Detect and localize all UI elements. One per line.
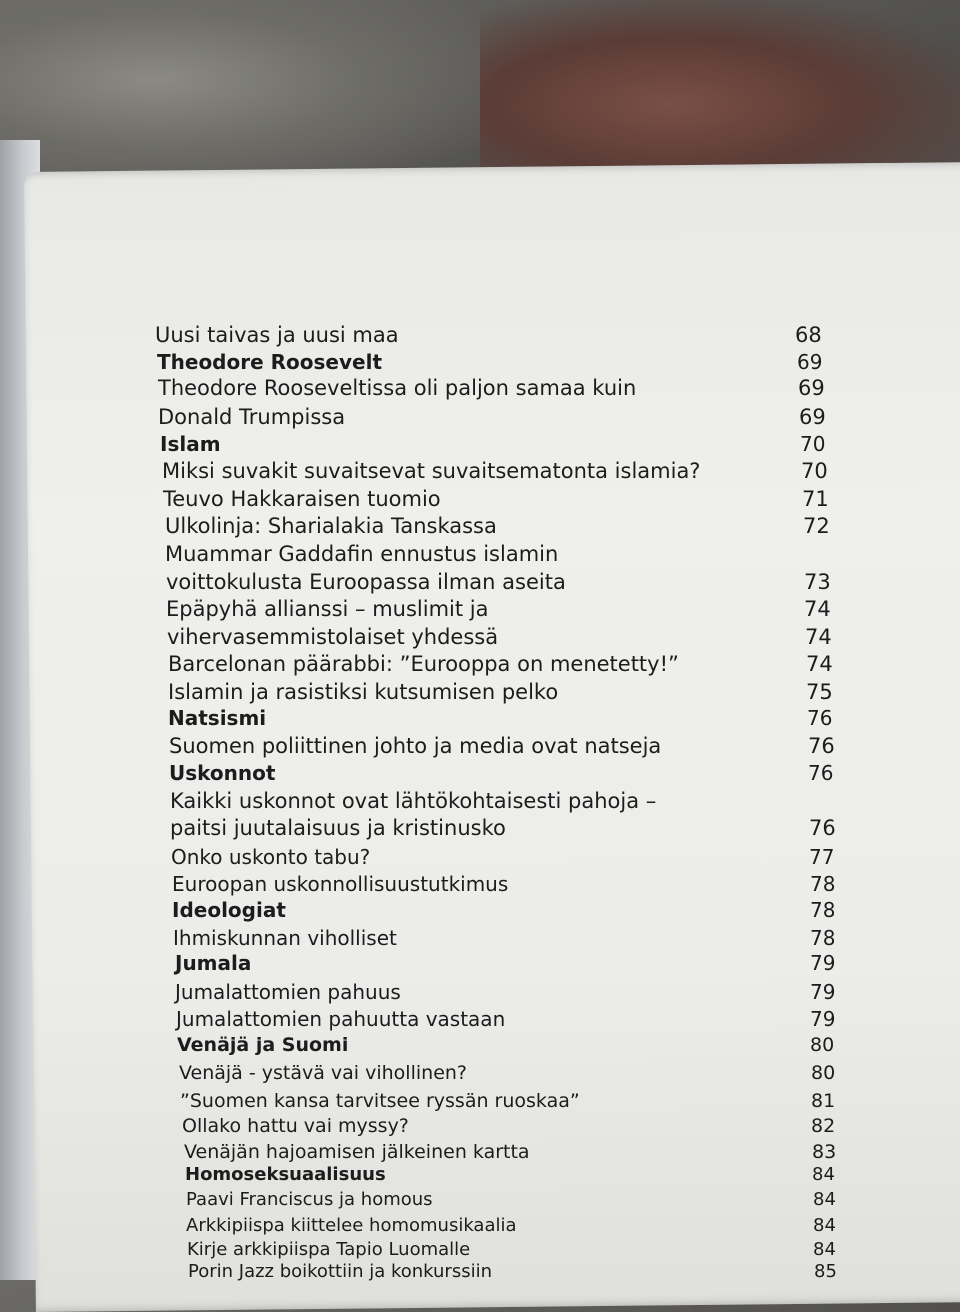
toc-entry-title: Uskonnot <box>169 761 276 785</box>
toc-page-number: 78 <box>810 898 836 922</box>
toc-page-number: 76 <box>808 761 834 785</box>
toc-entry <box>175 980 836 1004</box>
toc-page-number: 74 <box>804 597 831 621</box>
toc-entry-title: Miksi suvakit suvaitsevat suvaitsematonta islamia? <box>162 459 701 483</box>
toc-entry-title: Venäjä - ystävä vai vihollinen? <box>179 1062 468 1084</box>
toc-entry-title: Theodore Roosevelt <box>157 350 382 374</box>
toc-entry <box>155 323 822 347</box>
toc-entry-title: Jumalattomien pahuus <box>175 980 401 1004</box>
toc-entry <box>162 459 828 483</box>
toc-entry-title: Suomen poliittinen johto ja media ovat natseja <box>169 734 662 758</box>
toc-entry-title: Venäjä ja Suomi <box>177 1034 349 1056</box>
toc-entry <box>166 570 831 594</box>
toc-entry-title: Onko uskonto tabu? <box>171 845 371 869</box>
toc-entry-title: Homoseksuaalisuus <box>185 1164 386 1185</box>
toc-entry <box>184 1140 837 1164</box>
toc-entry <box>166 597 831 621</box>
toc-entry-title: Muammar Gaddafin ennustus islamin <box>165 542 559 566</box>
toc-entry-title: Teuvo Hakkaraisen tuomio <box>163 487 441 511</box>
toc-page-number: 72 <box>803 514 830 538</box>
toc-page-number: 73 <box>804 570 831 594</box>
toc-page-number: 84 <box>813 1215 836 1236</box>
toc-entry-title: Jumalattomien pahuutta vastaan <box>176 1007 506 1031</box>
toc-entry <box>187 1238 836 1262</box>
toc-page-number: 70 <box>800 432 826 456</box>
toc-entry-title: Kaikki uskonnot ovat lähtökohtaisesti pahoja – <box>170 789 657 813</box>
toc-entry-title: Euroopan uskonnollisuustutkimus <box>172 872 509 896</box>
toc-page-number: 69 <box>798 376 825 400</box>
toc-page-number: 84 <box>813 1239 836 1260</box>
toc-entry <box>168 680 833 704</box>
toc-entry-title: vihervasemmistolaiset yhdessä <box>167 625 499 649</box>
toc-entry <box>158 405 826 429</box>
toc-entry-title: Theodore Rooseveltissa oli paljon samaa kuin <box>158 376 637 400</box>
toc-entry-title: Epäpyhä allianssi – muslimit ja <box>166 597 489 621</box>
toc-entry <box>171 845 835 869</box>
toc-page-number: 75 <box>806 680 833 704</box>
toc-page-number: 77 <box>809 845 835 869</box>
toc-page-number: 83 <box>812 1141 837 1163</box>
toc-entry-title: ”Suomen kansa tarvitsee ryssän ruoskaa” <box>180 1090 580 1112</box>
toc-entry <box>165 514 830 538</box>
toc-page-number: 76 <box>808 734 835 758</box>
toc-entry <box>173 926 836 950</box>
toc-entry-title: Ollako hattu vai myssy? <box>182 1115 409 1137</box>
toc-entry <box>168 652 833 676</box>
toc-page-number: 74 <box>806 652 833 676</box>
toc-page-number: 81 <box>811 1090 836 1112</box>
toc-entry <box>186 1214 836 1238</box>
toc-page-number: 85 <box>814 1261 837 1282</box>
toc-page-number: 82 <box>811 1115 836 1137</box>
toc-entry <box>169 734 835 758</box>
toc-entry <box>165 542 558 566</box>
toc-entry <box>172 872 836 896</box>
toc-page-number: 76 <box>809 816 836 840</box>
toc-section-heading <box>169 761 834 785</box>
toc-page-number: 84 <box>812 1164 835 1185</box>
toc-page-number: 84 <box>813 1189 836 1210</box>
toc-entry <box>176 1007 836 1031</box>
toc-entry-title: Venäjän hajoamisen jälkeinen kartta <box>184 1141 530 1163</box>
toc-entry-title: Uusi taivas ja uusi maa <box>155 323 399 347</box>
toc-entry-title: Porin Jazz boikottiin ja konkurssiin <box>188 1261 492 1282</box>
toc-page-number: 69 <box>797 350 823 374</box>
toc-entry <box>163 487 829 511</box>
toc-entry-title: Paavi Franciscus ja homous <box>186 1189 433 1210</box>
toc-entry <box>170 816 836 840</box>
toc-entry-title: Natsismi <box>168 706 267 730</box>
toc-section-heading <box>168 706 833 730</box>
toc-page-number: 79 <box>810 1007 836 1031</box>
toc-entry <box>182 1114 836 1138</box>
toc-entry-title: voittokulusta Euroopassa ilman aseita <box>166 570 566 594</box>
toc-page-number: 79 <box>810 951 836 975</box>
toc-page-number: 76 <box>807 706 833 730</box>
toc-entry-title: Ihmiskunnan viholliset <box>173 926 397 950</box>
toc-section-heading <box>172 898 836 922</box>
toc-page-number: 80 <box>810 1034 835 1056</box>
toc-section-heading <box>157 350 823 374</box>
toc-page-number: 68 <box>795 323 822 347</box>
toc-page-number: 79 <box>810 980 836 1004</box>
toc-entry <box>167 625 832 649</box>
toc-entry-title: Ulkolinja: Sharialakia Tanskassa <box>165 514 497 538</box>
toc-entry <box>188 1260 837 1284</box>
toc-section-heading <box>185 1163 835 1187</box>
toc-entry-title: Arkkipiispa kiittelee homomusikaalia <box>186 1215 517 1236</box>
toc-section-heading <box>160 432 826 456</box>
toc-section-heading <box>175 951 836 975</box>
toc-page-number: 80 <box>811 1062 836 1084</box>
toc-entry <box>180 1089 836 1113</box>
toc-entry <box>170 789 656 813</box>
toc-entry <box>158 376 825 400</box>
toc-entry-title: Ideologiat <box>172 898 286 922</box>
toc-page-number: 74 <box>805 625 832 649</box>
toc-page-number: 78 <box>810 926 836 950</box>
toc-page-number: 78 <box>810 872 836 896</box>
toc-page-number: 70 <box>801 459 828 483</box>
toc-page-number: 69 <box>799 405 826 429</box>
toc-entry-title: Islam <box>160 432 221 456</box>
toc-entry-title: Jumala <box>175 951 252 975</box>
toc-entry-title: Islamin ja rasistiksi kutsumisen pelko <box>168 680 559 704</box>
toc-entry-title: paitsi juutalaisuus ja kristinusko <box>170 816 506 840</box>
toc-entry-title: Barcelonan päärabbi: ”Eurooppa on menetetty!” <box>168 652 679 676</box>
toc-entry-title: Donald Trumpissa <box>158 405 346 429</box>
toc-entry <box>179 1061 836 1085</box>
toc-page-number: 71 <box>802 487 829 511</box>
toc-entry-title: Kirje arkkipiispa Tapio Luomalle <box>187 1239 471 1260</box>
toc-entry <box>186 1188 836 1212</box>
toc-section-heading <box>177 1033 835 1057</box>
